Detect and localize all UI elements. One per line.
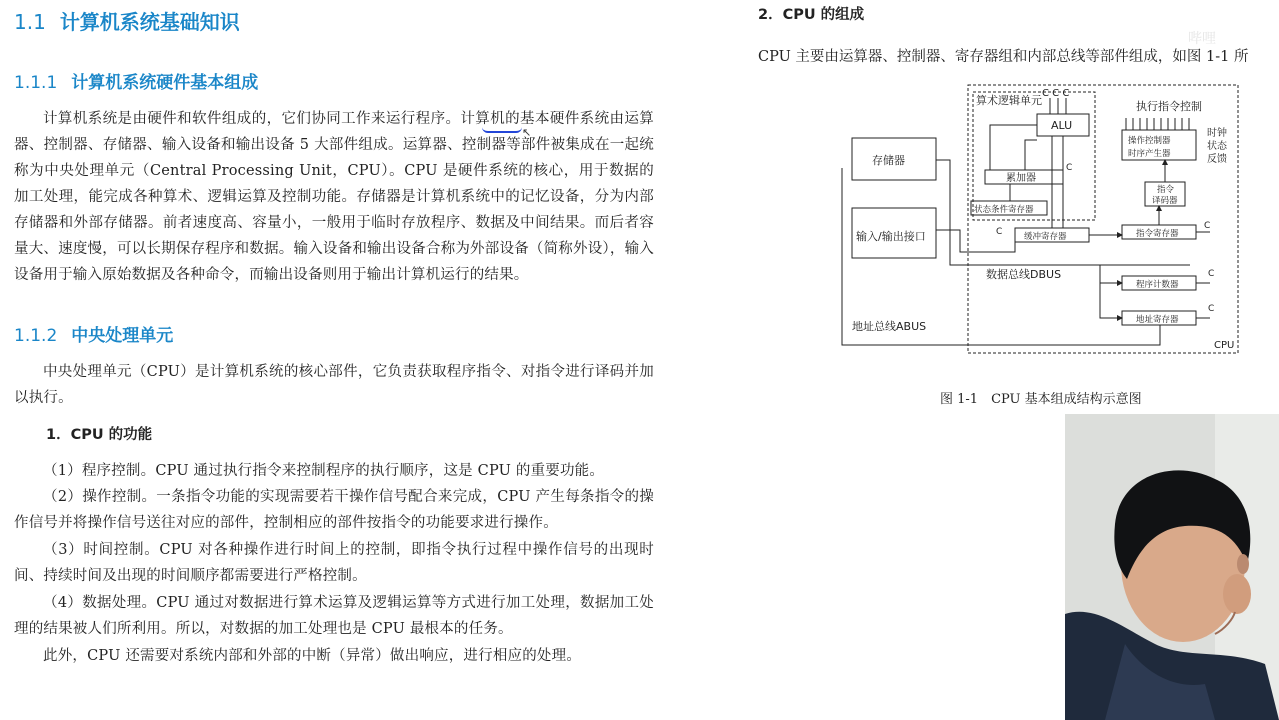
label-op-controller: 操作控制器 <box>1128 136 1171 146</box>
label-io: 输入/输出接口 <box>856 230 926 243</box>
label-instruction-register: 指令寄存器 <box>1136 229 1179 239</box>
subsection-title-hardware: 1.1.1 计算机系统硬件基本组成 <box>14 73 259 93</box>
presenter-image <box>1065 414 1279 720</box>
heading-cpu-composition: 2．CPU 的组成 <box>758 7 865 23</box>
watermark-logo: 哔哩 <box>1188 31 1216 47</box>
figure-caption: 图 1-1 CPU 基本组成结构示意图 <box>940 392 1142 407</box>
list-item-time-control: （3）时间控制。CPU 对各种操作进行时间上的控制，即指令执行过程中操作信号的出现时间、持续时间及出现的时间顺序都需要进行严格控制。 <box>14 542 654 584</box>
label-memory: 存储器 <box>872 154 905 167</box>
label-exec-control: 执行指令控制 <box>1136 100 1202 113</box>
label-address-register: 地址寄存器 <box>1136 315 1179 325</box>
heading-cpu-function: 1．CPU 的功能 <box>46 427 153 443</box>
label-c-5: C <box>1208 304 1215 314</box>
label-c-3: C <box>1204 221 1211 231</box>
list-item-program-control: （1）程序控制。CPU 通过执行指令来控制程序的执行顺序，这是 CPU 的重要功能。 <box>43 463 605 479</box>
label-cpu: CPU <box>1214 340 1235 351</box>
label-c-1: C <box>1066 163 1073 173</box>
label-ccc: C C C <box>1042 88 1070 99</box>
cpu-structure-diagram <box>830 80 1245 356</box>
label-c-4: C <box>1208 269 1215 279</box>
label-abus: 地址总线ABUS <box>852 320 927 333</box>
label-timing-generator: 时序产生器 <box>1128 149 1171 159</box>
paragraph-cpu-composition: CPU 主要由运算器、控制器、寄存器组和内部总线等部件组成，如图 1-1 所 <box>758 49 1249 65</box>
label-decoder-2: 译码器 <box>1152 196 1178 206</box>
pen-underline <box>482 127 522 133</box>
cursor-icon: ↖ <box>522 126 532 139</box>
list-item-operation-control: （2）操作控制。一条指令功能的实现需要若干操作信号配合来完成，CPU 产生每条指令的操作信号并将操作信号送往对应的部件，控制相应的部件按指令的功能要求进行操作。 <box>14 489 654 531</box>
subsection-title-cpu: 1.1.2 中央处理单元 <box>14 326 174 346</box>
paragraph-hardware: 计算机系统是由硬件和软件组成的，它们协同工作来运行程序。计算机的基本硬件系统由运算器、控制器、存储器、输入设备和输出设备 5 大部件组成。运算器、控制器等部件被集成在一起统称为中央处理单元（Central Processing Unit，CPU）。CPU 是硬件系统的核心，用于数据的加工处理，能完成各种算术、逻辑运算及控制功能。存储器是计算机系统中的记忆设备，分为内部存储器和外部存储器。前者速度高、容量小，一般用于临时存放程序、数据及中间结果。而后者容量大、速度慢，可以长期保存程序和数据。输入设备和输出设备合称为外部设备（简称外设），输入设备用于输入原始数据及各种命令，而输出设备则用于输出计算机运行的结果。 <box>14 111 654 283</box>
paragraph-cpu: 中央处理单元（CPU）是计算机系统的核心部件，它负责获取程序指令、对指令进行译码并加以执行。 <box>14 364 654 406</box>
label-alu: ALU <box>1051 119 1073 132</box>
webcam-overlay <box>1065 414 1279 720</box>
section-title: 1.1 计算机系统基础知识 <box>14 10 240 34</box>
label-accumulator: 累加器 <box>1006 173 1036 184</box>
paragraph-interrupt: 此外，CPU 还需要对系统内部和外部的中断（异常）做出响应，进行相应的处理。 <box>43 648 582 664</box>
list-item-data-processing: （4）数据处理。CPU 通过对数据进行算术运算及逻辑运算等方式进行加工处理，数据加工处理的结果被人们所利用。所以，对数据的加工处理也是 CPU 最根本的任务。 <box>14 595 654 637</box>
label-program-counter: 程序计数器 <box>1136 280 1179 290</box>
label-status-register: 状态条件寄存器 <box>974 205 1034 215</box>
label-buffer-register: 缓冲寄存器 <box>1024 232 1067 242</box>
label-decoder-1: 指令 <box>1157 185 1175 195</box>
label-c-2: C <box>996 227 1003 237</box>
label-clock: 时钟 <box>1207 128 1227 139</box>
label-status: 状态 <box>1207 141 1227 152</box>
label-alu-unit: 算术逻辑单元 <box>976 94 1042 107</box>
label-feedback: 反馈 <box>1207 154 1227 165</box>
label-dbus: 数据总线DBUS <box>986 268 1062 281</box>
